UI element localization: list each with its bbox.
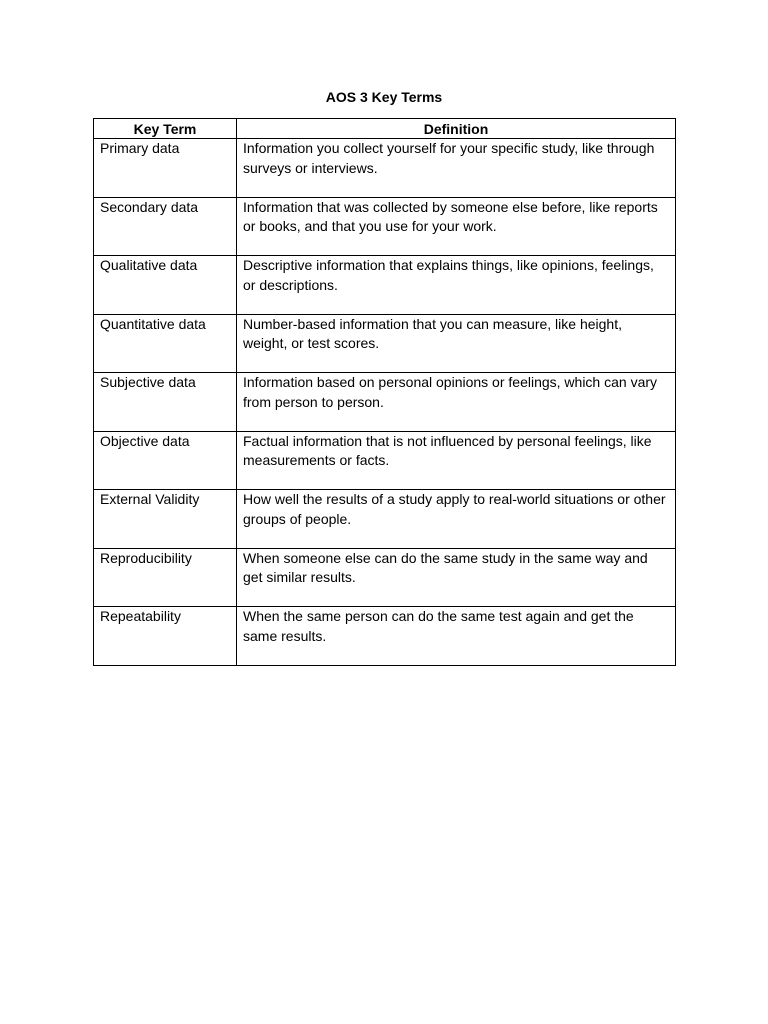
page-title: AOS 3 Key Terms: [325, 89, 443, 105]
table-header-row: [94, 119, 676, 139]
term-cell: External Validity: [94, 490, 237, 549]
definition-header: Definition: [237, 119, 676, 139]
definition-cell: How well the results of a study apply to real-world situations or other groups of people.: [237, 490, 676, 549]
table-row: [94, 431, 676, 490]
definition-cell: Number-based information that you can measure, like height, weight, or test scores.: [237, 314, 676, 373]
key-terms-table: [93, 118, 676, 666]
definition-cell: Factual information that is not influenced by personal feelings, like measurements or facts.: [237, 431, 676, 490]
table-row: [94, 197, 676, 256]
definition-cell: When the same person can do the same test again and get the same results.: [237, 607, 676, 666]
definition-cell: Descriptive information that explains things, like opinions, feelings, or descriptions.: [237, 256, 676, 315]
table-row: [94, 373, 676, 432]
definition-cell: When someone else can do the same study in the same way and get similar results.: [237, 548, 676, 607]
definition-cell: Information that was collected by someone else before, like reports or books, and that you use for your work.: [237, 197, 676, 256]
term-cell: Reproducibility: [94, 548, 237, 607]
table-row: [94, 256, 676, 315]
key-term-header: Key Term: [94, 119, 237, 139]
table-row: [94, 548, 676, 607]
table-row: [94, 490, 676, 549]
term-cell: Qualitative data: [94, 256, 237, 315]
definition-cell: Information you collect yourself for your specific study, like through surveys or interviews.: [237, 139, 676, 198]
definition-cell: Information based on personal opinions or feelings, which can vary from person to person.: [237, 373, 676, 432]
term-cell: Secondary data: [94, 197, 237, 256]
term-cell: Quantitative data: [94, 314, 237, 373]
table-row: [94, 139, 676, 198]
term-cell: Repeatability: [94, 607, 237, 666]
table-row: [94, 607, 676, 666]
table-row: [94, 314, 676, 373]
term-cell: Objective data: [94, 431, 237, 490]
term-cell: Primary data: [94, 139, 237, 198]
term-cell: Subjective data: [94, 373, 237, 432]
